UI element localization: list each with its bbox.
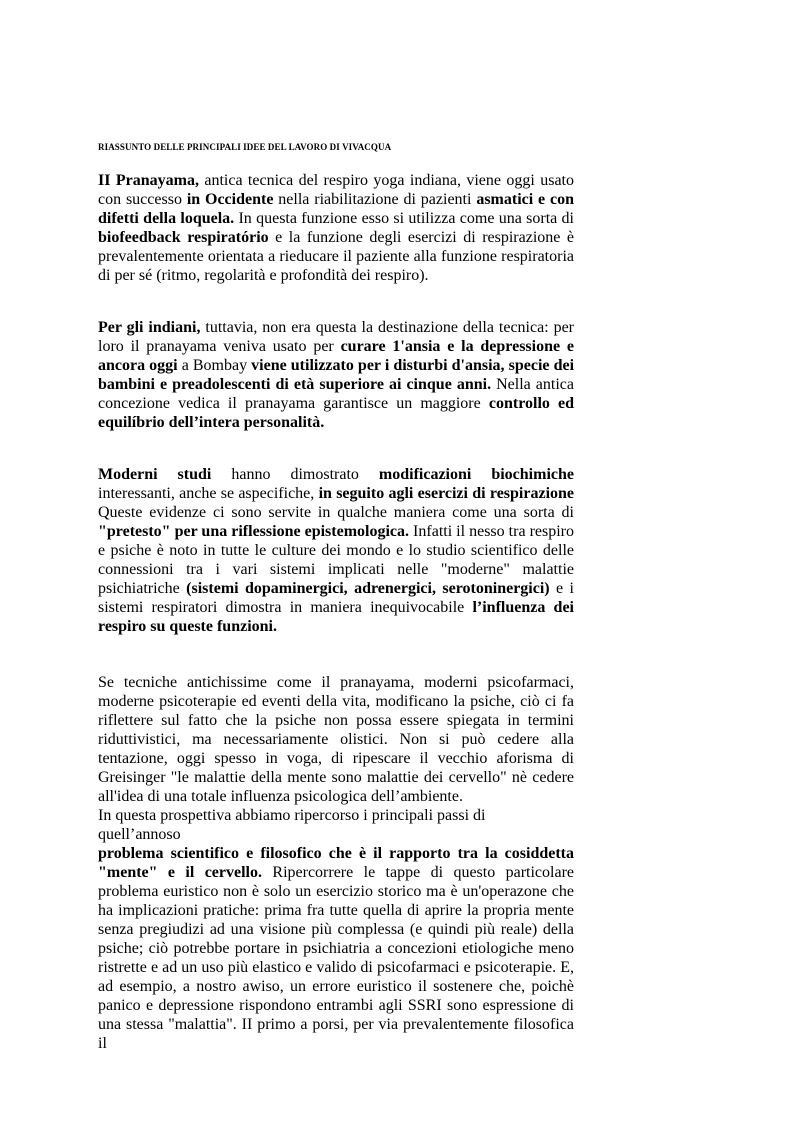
paragraph-psiche [98, 673, 574, 1053]
paragraph-indiani [98, 318, 574, 432]
text-segment: Ripercorrere le tappe di questo particolare problema euristico non è solo un esercizio storico ma è un'operazone che ha implicazioni pratiche: prima fra tutte quella di aprire la propria mente senza pregiudizi ad una visione più complessa (e quindi più reale) della psiche; ciò potrebbe portare in psichiatria a concezioni etiologiche meno ristrette e ad un uso più elastico e valido di psicofarmaci e psicoterapie. E, ad esempio, a nostro awiso, un errore euristico il sostenere che, poichè panico e depressione rispondono entrambi agli SSRI sono espressione di una stessa "malattia". II primo a porsi, per via prevalentemente filosofica il [98, 864, 575, 1052]
text-segment: problema scientifico e filosofico che è il rapporto tra la cosiddetta "mente" e il cervello. [98, 845, 574, 881]
text-segment: (sistemi dopaminergici, adrenergici, serotoninergici) [186, 580, 550, 597]
text-segment: modificazioni biochimiche [378, 466, 574, 483]
text-segment: antica tecnica del respiro yoga indiana, viene oggi usato con successo [98, 172, 574, 208]
text-segment: Infatti il nesso tra respiro e psiche è noto in tutte le culture dei mondo e lo studio scientifico delle connessioni tra i vari sistemi implicati nelle "moderne" malattie psichiatriche [98, 523, 575, 597]
text-segment: interessanti, anche se aspecifiche, [98, 485, 319, 502]
text-segment: tuttavia, non era questa la destinazione della tecnica: per loro il pranayama veniva usato per [98, 319, 575, 355]
text-line: quell’annoso [98, 826, 181, 843]
text-segment: "pretesto" per una riflessione epistemologica. [98, 523, 410, 540]
text-segment: e i sistemi respiratori dimostra in maniera inequivocabile [98, 580, 574, 616]
text-segment: hanno dimostrato [211, 466, 379, 483]
text-segment: nella riabilitazione di pazienti [273, 191, 477, 208]
text-segment: In questa funzione esso si utilizza come una sorta di [234, 210, 574, 227]
text-segment: in seguito agli esercizi di respirazione [318, 485, 575, 502]
text-segment: biofeedback respiratório [98, 229, 269, 246]
text-segment: Queste evidenze ci sono servite in qualche maniera come una sorta di [98, 504, 574, 521]
text-segment: Nella antica concezione vedica il pranayama garantisce un maggiore [98, 376, 574, 412]
document-heading: RIASSUNTO DELLE PRINCIPALI IDEE DEL LAVORO DI VIVACQUA [98, 142, 392, 152]
text-segment: Se tecniche antichissime come il pranayama, moderni psicofarmaci, moderne psicoterapie ed eventi della vita, modificano la psiche, ciò ci fa riflettere sul fatto che la psiche non possa essere spiegata in termini riduttivistici, ma necessariamente olistici. Non si può cedere alla tentazione, oggi spesso in voga, di ripescare il vecchio aforisma di Greisinger "le malattie della mente sono malattie dei cervello" nè cedere all'idea di una totale influenza psicologica dell’ambiente. [98, 674, 574, 805]
text-segment: l’influenza dei respiro su queste funzioni. [98, 599, 574, 635]
text-segment: viene utilizzato per i disturbi d'ansia, specie dei bambini e preadolescenti di età superiore ai cinque anni. [98, 357, 575, 393]
text-line: In questa prospettiva abbiamo ripercorso i principali passi di [98, 807, 486, 824]
text-segment: controllo ed equilíbrio dell’intera personalità. [98, 395, 575, 431]
text-segment: Per gli indiani, [98, 319, 201, 336]
text-segment: II Pranayama, [98, 172, 199, 189]
text-segment: curare 1'ansia e la depressione e ancora oggi [98, 338, 575, 374]
text-segment: in Occidente [186, 191, 274, 208]
text-segment: asmatici e con difetti della loquela. [98, 191, 575, 227]
text-segment: a Bombay [177, 357, 252, 374]
paragraph-moderni-studi [98, 465, 574, 636]
paragraph-pranayama [98, 171, 574, 285]
text-segment: e la funzione degli esercizi di respirazione è prevalentemente orientata a rieducare il paziente alla funzione respiratoria di per sé (ritmo, regolarità e profondità dei respiro). [98, 229, 574, 284]
text-segment: Moderni studi [98, 466, 212, 483]
